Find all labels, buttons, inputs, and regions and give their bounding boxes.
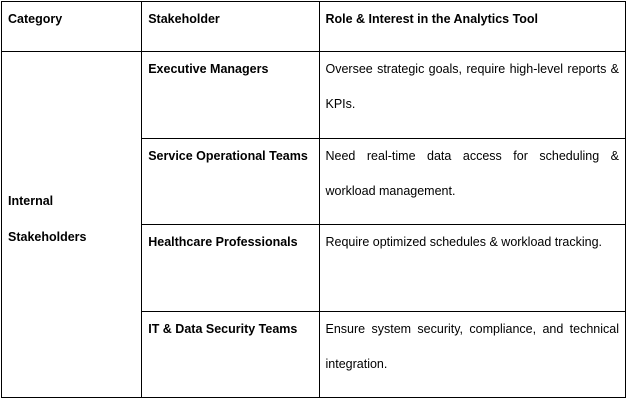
- table-row: [2, 52, 626, 138]
- stakeholder-cell: [142, 311, 319, 397]
- role-cell: [319, 52, 626, 138]
- header-role: Role & Interest in the Analytics Tool: [325, 12, 539, 26]
- header-category: Category: [8, 12, 63, 26]
- category-label-line2: Stakeholders: [8, 229, 87, 244]
- header-category-cell: [2, 2, 142, 52]
- stakeholder-name: Executive Managers: [148, 62, 269, 77]
- category-label: [2, 183, 141, 255]
- role-description: Oversee strategic goals, require high-level reports & KPIs.: [325, 62, 619, 112]
- stakeholder-name: Service Operational Teams: [148, 148, 308, 163]
- stakeholder-name: IT & Data Security Teams: [148, 321, 298, 336]
- stakeholder-table: [1, 1, 626, 398]
- header-stakeholder-cell: [142, 2, 319, 52]
- role-description: Need real-time data access for scheduling & workload management.: [325, 148, 619, 198]
- role-description: Require optimized schedules & workload tracking.: [325, 235, 603, 250]
- role-description: Ensure system security, compliance, and technical integration.: [325, 321, 619, 371]
- stakeholder-name: Healthcare Professionals: [148, 235, 298, 250]
- stakeholder-cell: [142, 52, 319, 138]
- stakeholder-cell: [142, 138, 319, 224]
- category-cell: [2, 52, 142, 398]
- role-cell: [319, 311, 626, 397]
- stakeholder-cell: [142, 225, 319, 311]
- header-stakeholder: Stakeholder: [148, 12, 220, 26]
- category-label-line1: Internal: [8, 193, 54, 208]
- role-cell: [319, 138, 626, 224]
- role-cell: [319, 225, 626, 311]
